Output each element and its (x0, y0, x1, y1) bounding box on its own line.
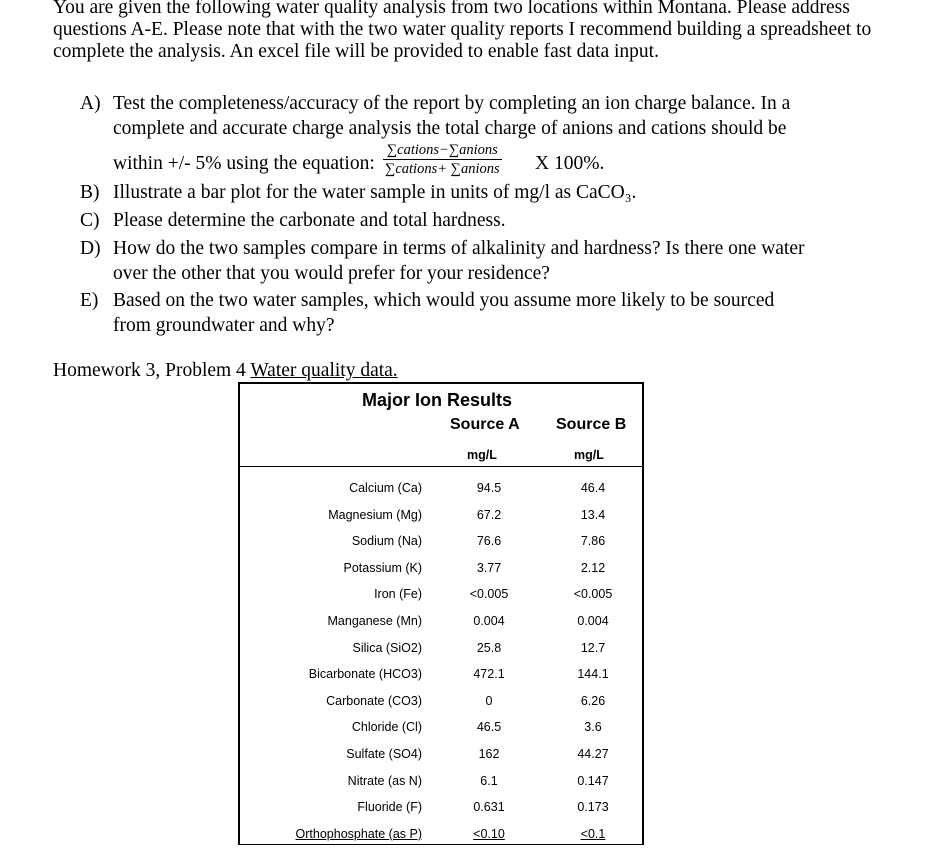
question-d-line2: over the other that you would prefer for your residence? (113, 263, 550, 284)
source-b-value: 2.12 (580, 560, 606, 575)
ion-name: Nitrate (as N) (347, 773, 422, 788)
source-a-value: 25.8 (476, 640, 502, 655)
source-a-value: 0.631 (473, 800, 505, 815)
ion-name: Bicarbonate (HCO3) (308, 667, 422, 682)
ion-name: Potassium (K) (343, 560, 422, 575)
source-b-value: 12.7 (580, 640, 606, 655)
table-row (240, 614, 642, 632)
source-b-value: 3.6 (584, 720, 602, 735)
unit-header-source-a: mg/L (467, 448, 497, 462)
source-b-value: 6.26 (580, 693, 606, 708)
question-e (80, 288, 840, 338)
homework-title (53, 360, 398, 382)
ion-name: Carbonate (CO3) (326, 693, 422, 708)
table-row (240, 534, 642, 552)
ion-name: Manganese (Mn) (327, 614, 422, 628)
homework-title-underlined: Water quality data. (250, 360, 398, 381)
source-a-value: 94.5 (476, 481, 502, 495)
table-row (240, 481, 642, 499)
question-e-label: E) (80, 290, 99, 311)
source-a-value: 162 (478, 747, 500, 761)
question-c-label: C) (80, 210, 100, 231)
source-a-value: 67.2 (476, 507, 502, 522)
table-row (240, 694, 642, 712)
ion-name: Orthophosphate (as P) (295, 826, 422, 841)
homework-title-prefix: Homework 3, Problem 4 (53, 360, 251, 381)
ion-name: Silica (SiO2) (352, 640, 422, 655)
question-c-text: Please determine the carbonate and total hardness. (113, 210, 506, 231)
question-a-line1: Test the completeness/accuracy of the report by completing an ion charge balance. In a (113, 93, 791, 114)
ion-name: Sodium (Na) (351, 534, 422, 549)
fraction-denominator: ∑cations+ ∑anions (385, 161, 500, 177)
column-header-source-a: Source A (450, 416, 520, 433)
table-row (240, 508, 642, 526)
source-b-value: 0.173 (577, 800, 609, 815)
source-a-value: 0 (485, 693, 493, 708)
table-title: Major Ion Results (362, 390, 513, 410)
source-a-value: 76.6 (476, 534, 502, 549)
question-d-line1: How do the two samples compare in terms of alkalinity and hardness? Is there one water (113, 238, 805, 259)
table-row (240, 774, 642, 792)
question-b-text: Illustrate a bar plot for the water sample in units of mg/l as CaCO₃. (113, 182, 637, 203)
ion-name: Sulfate (SO4) (346, 747, 422, 761)
table-row (240, 561, 642, 579)
source-a-value: <0.10 (473, 826, 505, 841)
major-ion-table (238, 382, 644, 845)
question-c (80, 207, 840, 235)
source-b-value: 46.4 (580, 481, 606, 495)
table-row (240, 827, 642, 845)
source-a-value: 46.5 (476, 720, 502, 735)
question-a (80, 91, 840, 181)
intro-paragraph: You are given the following water quality analysis from two locations within Montana. Please address questions A-E. Please note that with the two water quality reports I recommend building a spreadsheet to complete the analysis. An excel file will be provided to enable fast data input. (53, 0, 872, 62)
source-a-value: 6.1 (480, 773, 498, 788)
question-a-line3-pre: within +/- 5% using the equation: (113, 153, 375, 174)
charge-balance-fraction (383, 141, 502, 178)
ion-name: Magnesium (Mg) (328, 507, 422, 522)
source-b-value: <0.005 (573, 587, 613, 602)
ion-name: Chloride (Cl) (351, 720, 422, 735)
source-b-value: 44.27 (577, 747, 609, 761)
table-row (240, 800, 642, 818)
question-list (80, 91, 840, 338)
source-b-value: 0.147 (577, 773, 609, 788)
table-row (240, 641, 642, 659)
source-b-value: 0.004 (577, 614, 609, 628)
question-e-line1: Based on the two water samples, which would you assume more likely to be sourced (113, 290, 775, 311)
question-a-label: A) (80, 93, 101, 114)
question-d-label: D) (80, 238, 101, 259)
source-b-value: 144.1 (577, 667, 609, 682)
source-a-value: 0.004 (473, 614, 505, 628)
column-header-source-b: Source B (556, 416, 627, 433)
question-b-label: B) (80, 182, 100, 203)
source-b-value: <0.1 (580, 826, 606, 841)
table-row (240, 587, 642, 605)
source-b-value: 13.4 (580, 507, 606, 522)
unit-header-source-b: mg/L (574, 448, 604, 462)
ion-name: Fluoride (F) (357, 800, 422, 815)
ion-name: Iron (Fe) (374, 587, 422, 602)
table-row (240, 720, 642, 738)
fraction-numerator: ∑cations−∑anions (386, 142, 498, 158)
source-a-value: <0.005 (469, 587, 509, 602)
table-row (240, 747, 642, 765)
ion-name: Calcium (Ca) (349, 481, 422, 495)
header-divider (240, 466, 642, 467)
question-a-line3-post: X 100%. (535, 153, 605, 174)
question-e-line2: from groundwater and why? (113, 315, 335, 336)
table-row (240, 667, 642, 685)
question-a-line2: complete and accurate charge analysis the total charge of anions and cations should be (113, 118, 787, 139)
question-b (80, 179, 840, 207)
source-b-value: 7.86 (580, 534, 606, 549)
source-a-value: 472.1 (473, 667, 505, 682)
source-a-value: 3.77 (476, 560, 502, 575)
question-d (80, 236, 840, 286)
question-a-equation-line (113, 141, 840, 181)
